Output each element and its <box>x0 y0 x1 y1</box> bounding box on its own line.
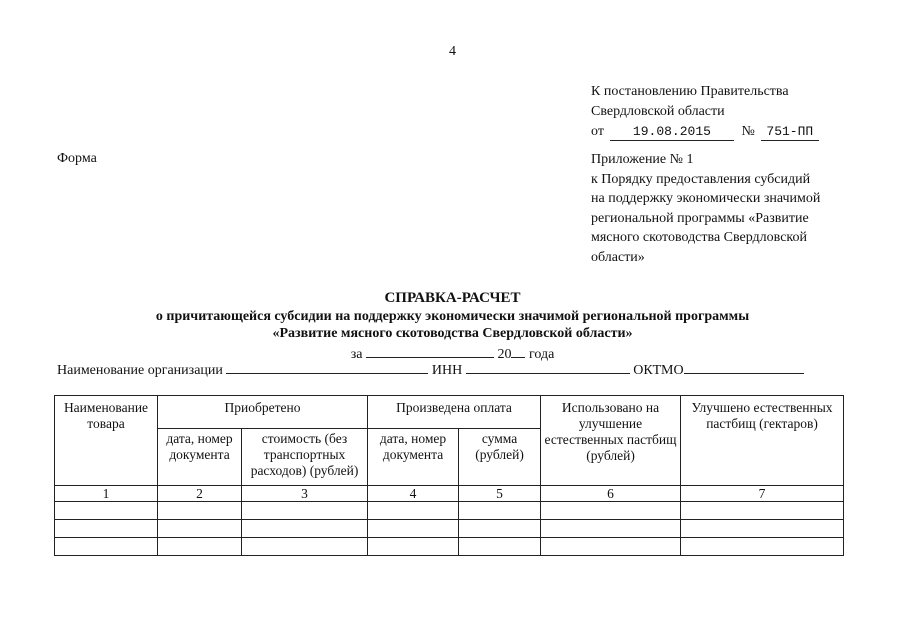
header-improved: Улучшено естественных пастбищ (гектаров) <box>681 396 844 486</box>
table-cell <box>55 502 158 520</box>
table-cell <box>681 538 844 556</box>
table-cell <box>459 502 541 520</box>
number-label: № <box>741 124 755 139</box>
table-cell <box>55 538 158 556</box>
appendix-line: Приложение № 1 <box>591 152 694 167</box>
resolution-date: 19.08.2015 <box>610 124 734 141</box>
appendix-line: мясного скотоводства Свердловской <box>591 230 807 245</box>
table-cell <box>242 520 368 538</box>
oktmo-blank <box>684 359 804 374</box>
resolution-reference <box>591 82 819 142</box>
year-blank <box>511 343 525 358</box>
table-cell <box>158 538 242 556</box>
resolution-line-2: Свердловской области <box>591 104 725 119</box>
appendix-line: на поддержку экономически значимой <box>591 191 821 206</box>
page-number: 4 <box>449 44 456 59</box>
table-cell <box>459 538 541 556</box>
organization-line <box>57 359 804 379</box>
table-row <box>55 502 844 520</box>
table-cell <box>55 520 158 538</box>
table-cell <box>242 538 368 556</box>
form-label: Форма <box>57 151 97 166</box>
table-number-row <box>55 486 844 502</box>
document-title: СПРАВКА-РАСЧЕТ <box>384 290 521 306</box>
org-label: Наименование организации <box>57 363 223 378</box>
column-number: 5 <box>459 486 541 502</box>
subheader-acquired-date: дата, номер документа <box>158 429 242 486</box>
column-number: 4 <box>368 486 459 502</box>
column-number: 7 <box>681 486 844 502</box>
subheader-acquired-cost: стоимость (без транспортных расходов) (рублей) <box>242 429 368 486</box>
column-number: 3 <box>242 486 368 502</box>
table-cell <box>681 502 844 520</box>
table-cell <box>368 538 459 556</box>
column-number: 2 <box>158 486 242 502</box>
from-label: от <box>591 124 604 139</box>
inn-blank <box>466 359 630 374</box>
table-cell <box>541 520 681 538</box>
appendix-line: к Порядку предоставления субсидий <box>591 171 811 187</box>
org-blank <box>226 359 428 374</box>
table-cell <box>158 520 242 538</box>
header-acquired: Приобретено <box>158 396 368 429</box>
column-number: 6 <box>541 486 681 502</box>
table-cell <box>242 502 368 520</box>
oktmo-label: ОКТМО <box>633 363 684 378</box>
appendix-line: области» <box>591 249 645 265</box>
header-paid: Произведена оплата <box>368 396 541 429</box>
subheader-paid-date: дата, номер документа <box>368 429 459 486</box>
header-product: Наименование товара <box>55 396 158 486</box>
table-cell <box>368 502 459 520</box>
appendix-reference <box>591 150 851 267</box>
table-cell <box>368 520 459 538</box>
period-suffix: года <box>528 347 555 362</box>
table-row <box>55 538 844 556</box>
document-title-block <box>0 289 905 365</box>
period-prefix: за <box>350 347 363 362</box>
header-used: Использовано на улучшение естественных пастбищ (рублей) <box>541 396 681 486</box>
appendix-line: региональной программы «Развитие <box>591 210 809 226</box>
period-blank <box>366 343 494 358</box>
inn-label: ИНН <box>431 363 463 378</box>
document-subtitle-2: «Развитие мясного скотоводства Свердловской области» <box>272 326 633 341</box>
calculation-table <box>54 395 844 556</box>
column-number: 1 <box>55 486 158 502</box>
table-cell <box>158 502 242 520</box>
table-cell <box>541 502 681 520</box>
period-year-prefix: 20 <box>497 347 512 362</box>
table-header-row <box>55 396 844 429</box>
table-cell <box>459 520 541 538</box>
table-cell <box>681 520 844 538</box>
resolution-number: 751-ПП <box>761 124 819 141</box>
table-cell <box>541 538 681 556</box>
subheader-paid-sum: сумма (рублей) <box>459 429 541 486</box>
document-subtitle-1: о причитающейся субсидии на поддержку экономически значимой региональной программы <box>155 309 750 324</box>
table-row <box>55 520 844 538</box>
resolution-date-line <box>591 122 819 142</box>
resolution-line-1: К постановлению Правительства <box>591 84 789 99</box>
